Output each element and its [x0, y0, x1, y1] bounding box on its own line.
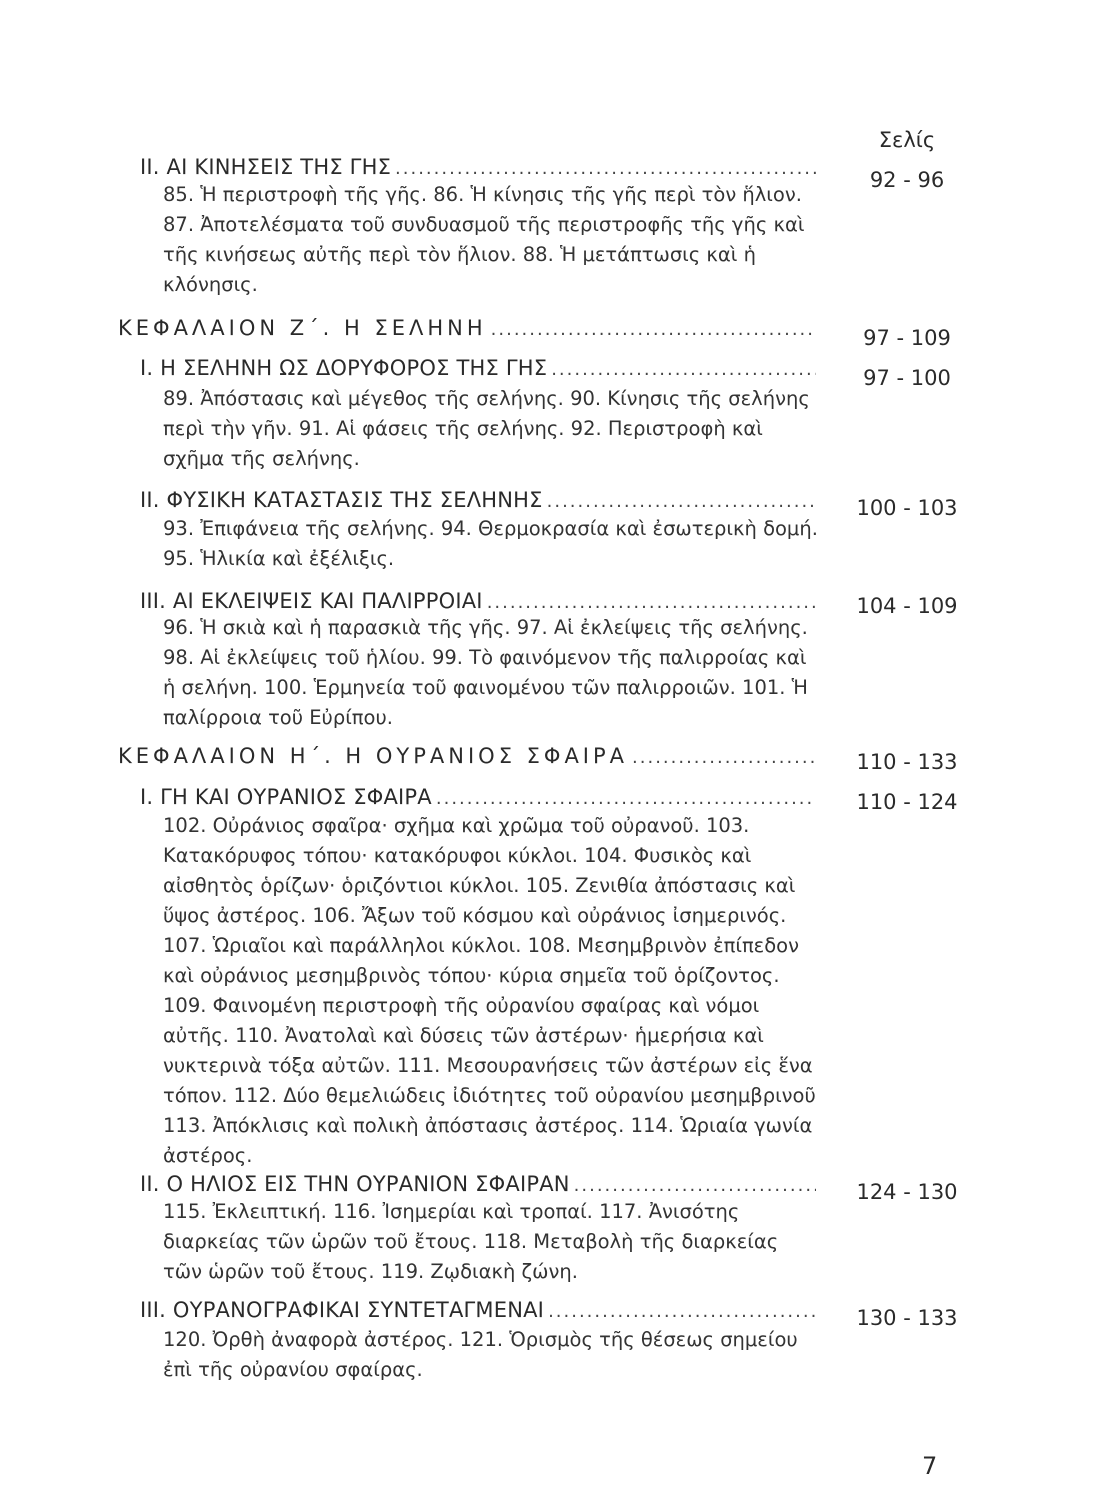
page-range: 100 - 103: [856, 496, 958, 520]
leader-dots: [547, 491, 816, 512]
toc-description: 96. Ἡ σκιὰ καὶ ἡ παρασκιὰ τῆς γῆς. 97. Αἱ ἐκλείψεις τῆς σελήνης. 98. Αἱ ἐκλείψεις τοῦ ἡλίου. 99. Τὸ φαινόμενον τῆς παλιρροίας καὶ ἡ σελήνη. 100. Ἑρμηνεία τοῦ φαινομένου τῶν παλιρροιῶν. 101. Ἡ παλίρροια τοῦ Εὐρίπου.: [163, 616, 808, 729]
page-range: 97 - 100: [863, 366, 951, 390]
pages-column-header: Σελίς: [878, 128, 936, 152]
toc-description: 93. Ἐπιφάνεια τῆς σελήνης. 94. Θερμοκρασία καὶ ἐσωτερικὴ δομή. 95. Ἡλικία καὶ ἐξέλιξις.: [163, 517, 818, 570]
chapter-heading-text: ΚΕΦΑΛΑΙΟΝ Η΄. Η ΟΥΡΑΝΙΟΣ ΣΦΑΙΡΑ: [118, 744, 629, 768]
chapter-heading: [118, 744, 820, 768]
toc-heading: [140, 589, 820, 613]
chapter-heading-text: ΚΕΦΑΛΑΙΟΝ Ζ΄. Η ΣΕΛΗΝΗ: [118, 316, 487, 340]
leader-dots: [632, 747, 816, 768]
page-range: 110 - 124: [856, 790, 958, 814]
page-range: 124 - 130: [856, 1180, 958, 1204]
toc-heading-text: III. ΟΥΡΑΝΟΓΡΑΦΙΚΑΙ ΣΥΝΤΕΤΑΓΜΕΝΑΙ: [140, 1298, 545, 1322]
toc-heading: [140, 488, 820, 512]
leader-dots: [548, 1301, 816, 1322]
toc-description: 89. Ἀπόστασις καὶ μέγεθος τῆς σελήνης. 90. Κίνησις τῆς σελήνης περὶ τὴν γῆν. 91. Αἱ φάσεις τῆς σελήνης. 92. Περιστροφὴ καὶ σχῆμα τῆς σελήνης.: [163, 387, 810, 470]
page-range: 130 - 133: [856, 1306, 958, 1330]
page-range: 110 - 133: [856, 750, 958, 774]
toc-heading: [140, 785, 820, 809]
page-range: 92 - 96: [869, 168, 945, 192]
toc-description: 115. Ἐκλειπτική. 116. Ἰσημερίαι καὶ τροπαί. 117. Ἀνισότης διαρκείας τῶν ὡρῶν τοῦ ἔτους. 118. Μεταβολὴ τῆς διαρκείας τῶν ὡρῶν τοῦ ἔτους. 119. Ζῳδιακὴ ζώνη.: [163, 1200, 779, 1283]
toc-heading-text: III. ΑΙ ΕΚΛΕΙΨΕΙΣ ΚΑΙ ΠΑΛΙΡΡΟΙΑΙ: [140, 589, 483, 613]
leader-dots: [551, 359, 816, 380]
toc-heading-text: II. ΦΥΣΙΚΗ ΚΑΤΑΣΤΑΣΙΣ ΤΗΣ ΣΕΛΗΝΗΣ: [140, 488, 543, 512]
toc-heading: [140, 155, 820, 179]
toc-heading: [140, 1298, 820, 1322]
toc-heading-text: II. Ο ΗΛΙΟΣ ΕΙΣ ΤΗΝ ΟΥΡΑΝΙΟΝ ΣΦΑΙΡΑΝ: [140, 1172, 570, 1196]
page-range: 97 - 109: [863, 326, 951, 350]
toc-description: 85. Ἡ περιστροφὴ τῆς γῆς. 86. Ἡ κίνησις τῆς γῆς περὶ τὸν ἥλιον. 87. Ἀποτελέσματα τοῦ συνδυασμοῦ τῆς περιστροφῆς τῆς γῆς καὶ τῆς κινήσεως αὐτῆς περὶ τὸν ἥλιον. 88. Ἡ μετάπτωσις καὶ ἡ κλόνησις.: [163, 183, 805, 296]
toc-description: 120. Ὀρθὴ ἀναφορὰ ἀστέρος. 121. Ὁρισμὸς τῆς θέσεως σημείου ἐπὶ τῆς οὐρανίου σφαίρας.: [163, 1328, 798, 1381]
leader-dots: [491, 319, 816, 340]
toc-heading: [140, 1172, 820, 1196]
leader-dots: [436, 788, 816, 809]
page-number: 7: [922, 1452, 938, 1480]
toc-heading-text: I. ΓΗ ΚΑΙ ΟΥΡΑΝΙΟΣ ΣΦΑΙΡΑ: [140, 785, 432, 809]
leader-dots: [395, 158, 816, 179]
toc-heading: [140, 356, 820, 380]
leader-dots: [487, 592, 816, 613]
leader-dots: [574, 1175, 816, 1196]
page-range: 104 - 109: [856, 594, 958, 618]
toc-heading-text: I. Η ΣΕΛΗΝΗ ΩΣ ΔΟΡΥΦΟΡΟΣ ΤΗΣ ΓΗΣ: [140, 356, 548, 380]
toc-description: 102. Οὐράνιος σφαῖρα· σχῆμα καὶ χρῶμα τοῦ οὐρανοῦ. 103. Κατακόρυφος τόπου· κατακόρυφοι κύκλοι. 104. Φυσικὸς καὶ αἰσθητὸς ὁρίζων· ὁριζόντιοι κύκλοι. 105. Ζενιθία ἀπόστασις καὶ ὕψος ἀστέρος. 106. Ἄξων τοῦ κόσμου καὶ οὐράνιος ἰσημερινός. 107. Ὡριαῖοι καὶ παράλληλοι κύκλοι. 108. Μεσημβρινὸν ἐπίπεδον καὶ οὐράνιος μεσημβρινὸς τόπου· κύρια σημεῖα τοῦ ὁρίζοντος. 109. Φαινομένη περιστροφὴ τῆς οὐρανίου σφαίρας καὶ νόμοι αὐτῆς. 110. Ἀνατολαὶ καὶ δύσεις τῶν ἀστέρων· ἡμερήσια καὶ νυκτερινὰ τόξα αὐτῶν. 111. Μεσουρανήσεις τῶν ἀστέρων εἰς ἕνα τόπον. 112. Δύο θεμελιώδεις ἰδιότητες τοῦ οὐρανίου μεσημβρινοῦ 113. Ἀπόκλισις καὶ πολικὴ ἀπόστασις ἀστέρος. 114. Ὡριαία γωνία ἀστέρος.: [163, 814, 816, 1167]
toc-heading-text: II. ΑΙ ΚΙΝΗΣΕΙΣ ΤΗΣ ΓΗΣ: [140, 155, 392, 179]
chapter-heading: [118, 316, 820, 340]
